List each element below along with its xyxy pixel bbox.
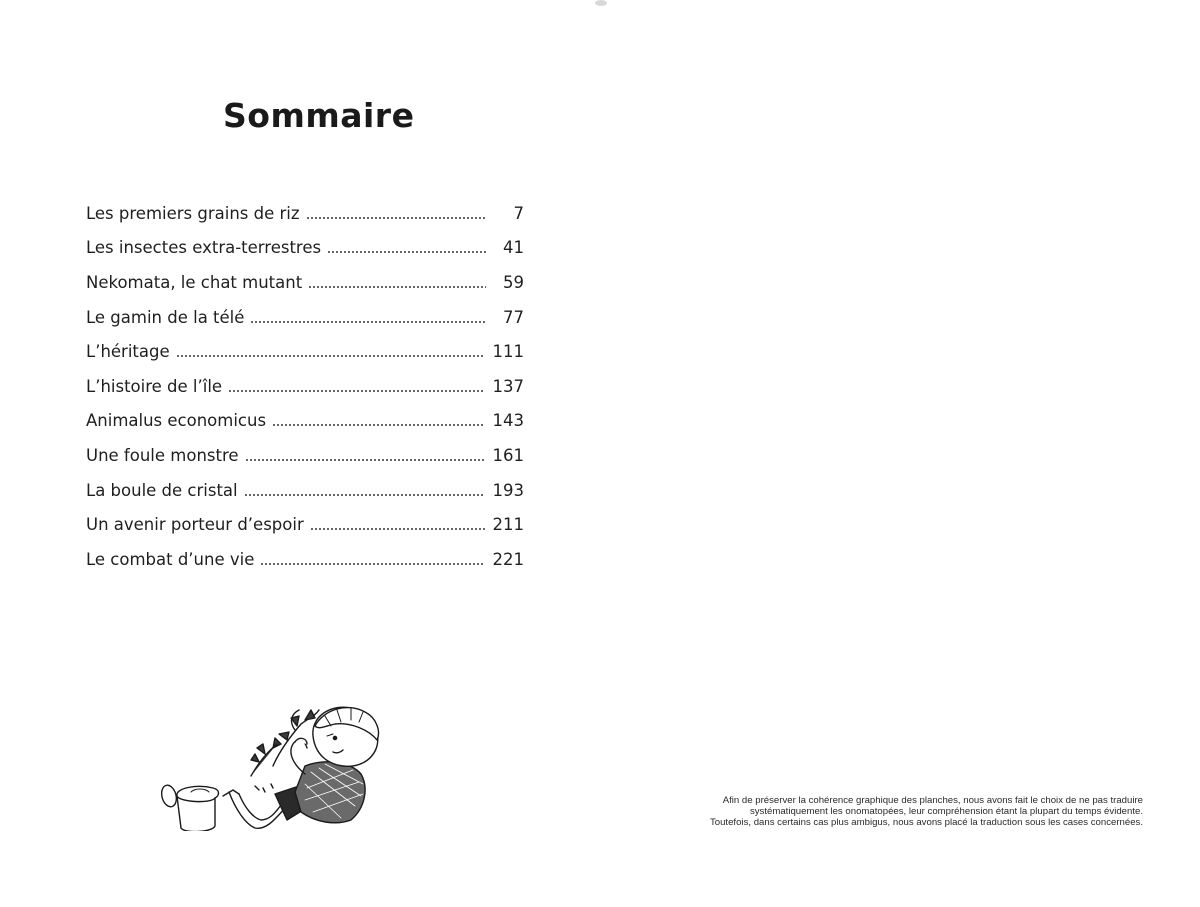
toc-entry-page: 211 [492, 515, 524, 535]
toc-entry-title: L’histoire de l’île [86, 376, 223, 396]
toc-entry-title: Nekomata, le chat mutant [86, 272, 303, 292]
toc-entry-page: 77 [503, 307, 524, 327]
toc-entry [86, 196, 524, 231]
dot-leader [308, 286, 486, 288]
toc-entry-page: 221 [492, 549, 524, 569]
toc-entry [86, 473, 524, 508]
dot-leader [228, 390, 484, 392]
toc-entry-title: Animalus economicus [86, 411, 267, 431]
toc-entry-page: 41 [503, 238, 524, 258]
toc-entry-title: Une foule monstre [86, 445, 239, 465]
dot-leader [310, 528, 485, 530]
toc-entry [86, 369, 524, 404]
toc-entry [86, 507, 524, 542]
page-title: Sommaire [223, 96, 415, 135]
table-of-contents [86, 196, 524, 577]
dot-leader [327, 251, 486, 253]
dot-leader [244, 494, 485, 496]
toc-entry [86, 300, 524, 335]
toc-entry-page: 59 [503, 272, 524, 292]
print-speck [595, 0, 607, 6]
toc-entry-page: 193 [492, 480, 524, 500]
toc-entry-page: 161 [492, 445, 524, 465]
note-line: Afin de préserver la cohérence graphique des planches, nous avons fait le choix de ne pas traduire [722, 795, 1143, 806]
toc-entry-title: Un avenir porteur d’espoir [86, 515, 304, 535]
dot-leader [250, 321, 486, 323]
toc-entry-page: 137 [492, 376, 524, 396]
toc-entry-page: 111 [492, 342, 524, 362]
dot-leader [176, 355, 485, 357]
toc-entry [86, 334, 524, 369]
toc-entry [86, 265, 524, 300]
dot-leader [272, 424, 484, 426]
translation-note [640, 795, 1143, 828]
dot-leader [306, 217, 486, 219]
toc-entry [86, 438, 524, 473]
toc-entry [86, 404, 524, 439]
toc-entry [86, 231, 524, 266]
note-line: Toutefois, dans certains cas plus ambigus, nous avons placé la traduction sous les cases concernées. [709, 817, 1143, 828]
toc-entry-title: Les insectes extra-terrestres [86, 238, 322, 258]
note-line: systématiquement les onomatopées, leur compréhension étant la plupart du temps évidente. [749, 806, 1143, 817]
toc-entry-page: 143 [492, 411, 524, 431]
right-page [600, 0, 1200, 907]
toc-entry-title: Le gamin de la télé [86, 307, 245, 327]
toc-entry-title: L’héritage [86, 342, 170, 362]
toc-entry-title: Le combat d’une vie [86, 549, 255, 569]
toc-entry-title: Les premiers grains de riz [86, 203, 300, 223]
dot-leader [260, 563, 484, 565]
dot-leader [245, 459, 485, 461]
toc-entry-title: La boule de cristal [86, 480, 238, 500]
toc-entry-page: 7 [513, 203, 524, 223]
toc-entry [86, 542, 524, 577]
boy-eating-rice-illustration [155, 696, 400, 831]
